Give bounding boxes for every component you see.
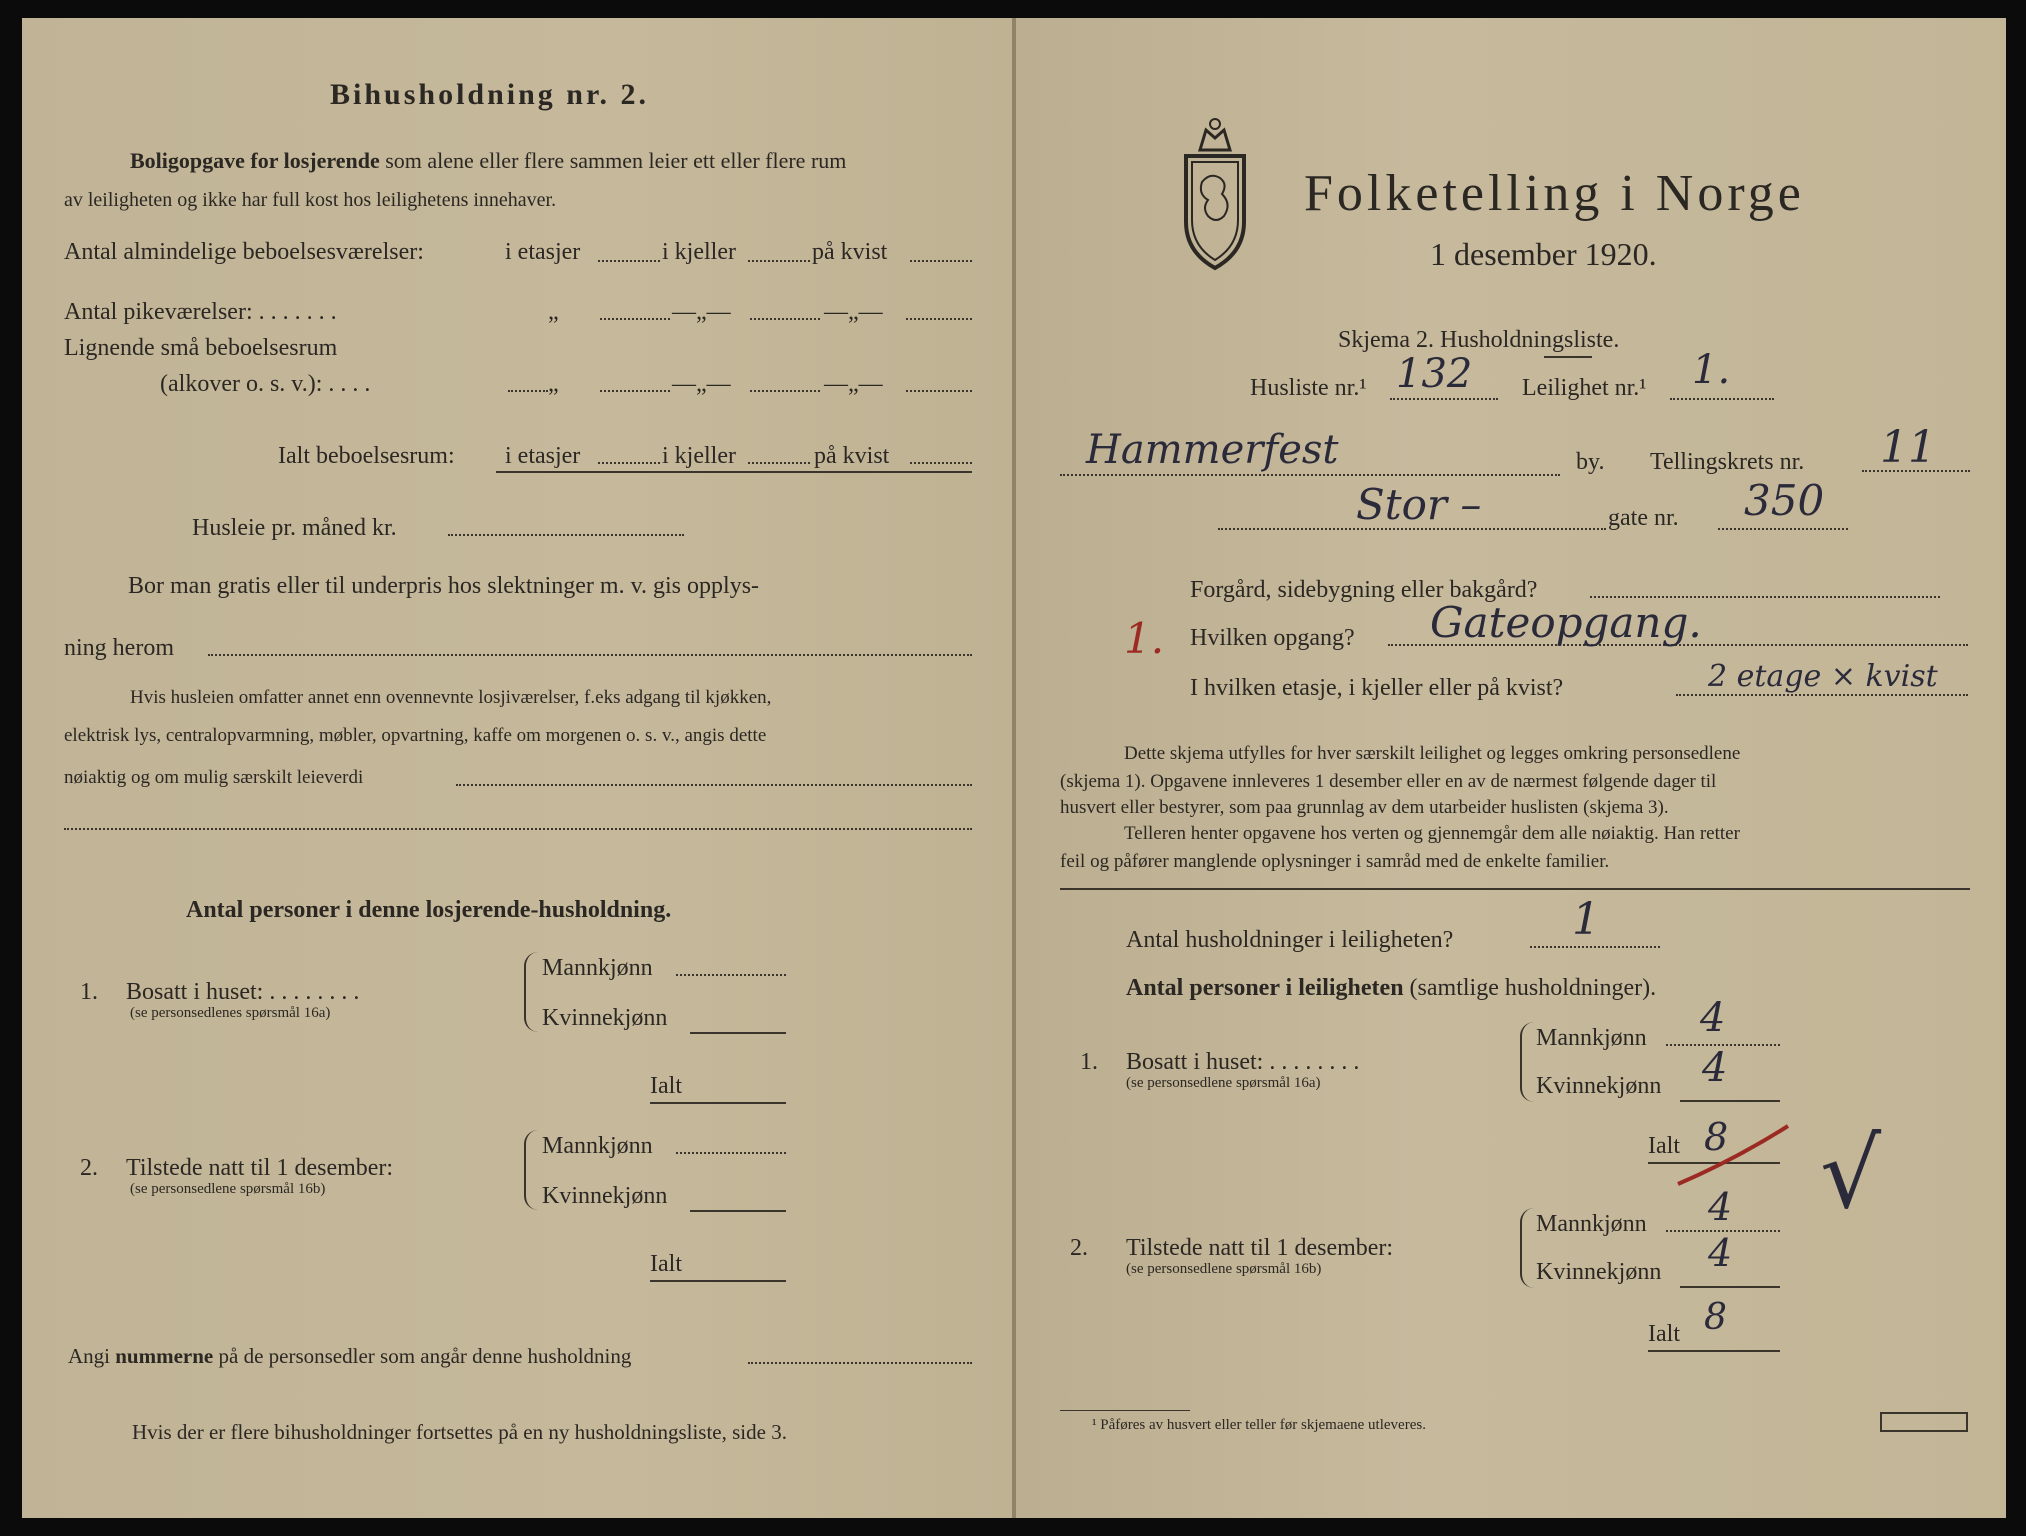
intro-bold: Boligopgave for losjerende xyxy=(130,148,380,173)
opgang-value: Gateopgang. xyxy=(1430,598,1702,647)
pike-ditto-3: —„— xyxy=(824,299,883,325)
hvis-line-3: nøiaktig og om mulig særskilt leieverdi xyxy=(64,767,364,788)
pike-ditto-2: —„— xyxy=(672,299,731,325)
left-antal-heading: Antal personer i denne losjerende-husholdning. xyxy=(186,897,672,923)
right-q1-brace xyxy=(1520,1022,1534,1102)
lignende-line-1: Lignende små beboelsesrum xyxy=(64,335,338,361)
intro-line-1 xyxy=(130,150,846,172)
gratis-line-1: Bor man gratis eller til underpris hos slektninger m. v. gis opplys- xyxy=(128,573,760,599)
ialt-rooms-underline xyxy=(496,471,972,473)
pike-etasjer-field[interactable] xyxy=(600,318,670,320)
left-q2-kvinne-field[interactable] xyxy=(690,1210,786,1212)
right-q1-kvinne-label: Kvinnekjønn xyxy=(1536,1073,1662,1099)
husliste-field[interactable] xyxy=(1390,398,1498,400)
ialt-kvist-label: på kvist xyxy=(814,443,890,469)
left-q1-brace xyxy=(524,952,538,1032)
leieverdi-field-2[interactable] xyxy=(64,828,972,830)
lignende-ditto-2: —„— xyxy=(672,371,731,397)
info-line-5: feil og påfører manglende oplysninger i samråd med de enkelte familier. xyxy=(1060,851,1610,872)
right-antal-heading xyxy=(1126,976,1656,1000)
gratis-line-2: ning herom xyxy=(64,635,174,661)
gate-nr-field[interactable] xyxy=(1718,528,1848,530)
left-q2-mann-label: Mannkjønn xyxy=(542,1133,653,1159)
angi-line xyxy=(68,1346,631,1367)
left-q1-num: 1. xyxy=(80,979,98,1005)
left-q2-mann-field[interactable] xyxy=(676,1152,786,1154)
right-q1-kvinne-field[interactable] xyxy=(1680,1100,1780,1102)
leilighet-label: Leilighet nr.¹ xyxy=(1522,375,1647,401)
angi-pre: Angi xyxy=(68,1344,110,1368)
left-q2-brace xyxy=(524,1130,538,1210)
hvis-line-2: elektrisk lys, centralopvarmning, møbler, opvartning, kaffe om morgenen o. s. v., angis dette xyxy=(64,725,767,746)
ialt-kjeller-label: i kjeller xyxy=(662,443,736,469)
etasje-label: I hvilken etasje, i kjeller eller på kvist? xyxy=(1190,675,1564,701)
right-q1-sub: (se personsedlene spørsmål 16a) xyxy=(1126,1075,1321,1091)
right-q2-sub: (se personsedlene spørsmål 16b) xyxy=(1126,1261,1322,1277)
page-fold xyxy=(1012,18,1016,1518)
lignende-kjeller-field[interactable] xyxy=(750,390,820,392)
right-q1-label: Bosatt i huset: . . . . . . . . xyxy=(1126,1049,1360,1075)
lignende-line-2: (alkover o. s. v.): . . . . xyxy=(160,371,371,397)
left-q2-ialt-field[interactable] xyxy=(650,1280,786,1282)
info-line-4: Telleren henter opgavene hos verten og gjennemgår dem alle nøiaktig. Han retter xyxy=(1124,823,1740,844)
info-line-2: (skjema 1). Opgavene innleveres 1 desember eller en av de nærmest følgende dager til xyxy=(1060,771,1717,792)
forgard-label: Forgård, sidebygning eller bakgård? xyxy=(1190,577,1538,603)
rooms-etasjer-field[interactable] xyxy=(598,260,660,262)
gate-value: Stor – xyxy=(1356,480,1482,529)
by-field[interactable] xyxy=(1060,474,1560,476)
rooms-kvist-label: på kvist xyxy=(812,239,888,265)
by-label: by. xyxy=(1576,449,1605,475)
opgang-label: Hvilken opgang? xyxy=(1190,625,1355,651)
rooms-kjeller-label: i kjeller xyxy=(662,239,736,265)
info-line-1: Dette skjema utfylles for hver særskilt leilighet og legges omkring personsedlene xyxy=(1124,743,1741,764)
left-q1-mann-field[interactable] xyxy=(676,974,786,976)
opgang-mark: 1. xyxy=(1124,614,1165,663)
red-strike-mark xyxy=(1674,1115,1794,1190)
angi-rest: på de personsedler som angår denne husholdning xyxy=(218,1344,632,1368)
husleie-field[interactable] xyxy=(448,534,684,536)
left-q2-ialt-label: Ialt xyxy=(650,1251,682,1277)
printer-stamp xyxy=(1880,1412,1968,1432)
left-q1-label: Bosatt i huset: . . . . . . . . xyxy=(126,979,360,1005)
right-q2-mann-label: Mannkjønn xyxy=(1536,1211,1647,1237)
lignende-ditto-1: „ xyxy=(548,371,559,397)
husholdninger-field[interactable] xyxy=(1530,946,1660,948)
ialt-etasjer-label: i etasjer xyxy=(505,443,581,469)
intro-line-2: av leiligheten og ikke har full kost hos leilighetens innehaver. xyxy=(64,189,557,211)
left-q1-mann-label: Mannkjønn xyxy=(542,955,653,981)
husleie-label: Husleie pr. måned kr. xyxy=(192,515,397,541)
husliste-label: Husliste nr.¹ xyxy=(1250,375,1367,401)
pike-kvist-field[interactable] xyxy=(906,318,972,320)
skjema-label: Skjema 2. Husholdningsliste. xyxy=(1338,327,1620,353)
right-q1-mann-value: 4 xyxy=(1700,995,1726,1041)
gate-nr-value: 350 xyxy=(1744,476,1825,525)
husliste-value: 132 xyxy=(1396,351,1473,397)
left-title: Bihusholdning nr. 2. xyxy=(330,78,650,111)
tellingskrets-value: 11 xyxy=(1880,422,1936,473)
lignende-lead-field[interactable] xyxy=(508,390,548,392)
info-line-3: husvert eller bestyrer, som paa grunnlag av dem utarbeider huslisten (skjema 3). xyxy=(1060,797,1669,818)
right-q1-kvinne-value: 4 xyxy=(1702,1045,1728,1091)
right-q1-mann-label: Mannkjønn xyxy=(1536,1025,1647,1051)
etasje-value: 2 etage × kvist xyxy=(1708,659,1938,694)
ialt-etasjer-field[interactable] xyxy=(598,462,660,464)
left-q1-kvinne-field[interactable] xyxy=(690,1032,786,1034)
info-rule xyxy=(1060,888,1970,890)
right-q2-kvinne-field[interactable] xyxy=(1680,1286,1780,1288)
skjema-rule xyxy=(1544,356,1592,358)
norway-coat-of-arms-icon xyxy=(1180,112,1250,272)
check-mark: √ xyxy=(1820,1118,1882,1230)
gate-label: gate nr. xyxy=(1608,505,1679,531)
right-q2-ialt-field[interactable] xyxy=(1648,1350,1780,1352)
lignende-etasjer-field[interactable] xyxy=(600,390,670,392)
pike-kjeller-field[interactable] xyxy=(750,318,820,320)
left-q1-ialt-label: Ialt xyxy=(650,1073,682,1099)
husholdninger-label: Antal husholdninger i leiligheten? xyxy=(1126,927,1454,953)
right-q2-num: 2. xyxy=(1070,1235,1088,1261)
pike-ditto-1: „ xyxy=(548,299,559,325)
rooms-kvist-field[interactable] xyxy=(910,260,972,262)
left-q2-num: 2. xyxy=(80,1155,98,1181)
right-title: Folketelling i Norge xyxy=(1304,165,1805,222)
lignende-ditto-3: —„— xyxy=(824,371,883,397)
angi-bold: nummerne xyxy=(115,1344,214,1368)
etasje-field[interactable] xyxy=(1676,694,1968,696)
husholdninger-value: 1 xyxy=(1572,894,1600,945)
right-date: 1 desember 1920. xyxy=(1430,236,1657,272)
left-q2-kvinne-label: Kvinnekjønn xyxy=(542,1183,668,1209)
ialt-kjeller-field[interactable] xyxy=(748,462,810,464)
left-q1-sub: (se personsedlenes spørsmål 16a) xyxy=(130,1005,331,1021)
right-q1-num: 1. xyxy=(1080,1049,1098,1075)
footnote-rule xyxy=(1060,1410,1190,1411)
left-q1-kvinne-label: Kvinnekjønn xyxy=(542,1005,668,1031)
angi-field[interactable] xyxy=(748,1362,972,1364)
tellingskrets-label: Tellingskrets nr. xyxy=(1650,449,1805,475)
left-q2-sub: (se personsedlene spørsmål 16b) xyxy=(130,1181,326,1197)
left-q2-label: Tilstede natt til 1 desember: xyxy=(126,1155,394,1181)
rooms-label: Antal almindelige beboelsesværelser: xyxy=(64,239,424,265)
leilighet-value: 1. xyxy=(1692,347,1731,393)
left-q1-ialt-field[interactable] xyxy=(650,1102,786,1104)
right-q2-brace xyxy=(1520,1208,1534,1288)
right-q2-ialt-label: Ialt xyxy=(1648,1321,1680,1347)
pike-label: Antal pikeværelser: . . . . . . . xyxy=(64,299,337,325)
right-q2-ialt-value: 8 xyxy=(1704,1297,1727,1338)
right-antal-heading-bold: Antal personer i leiligheten xyxy=(1126,975,1404,1001)
footnote: ¹ Påføres av husvert eller teller før skjemaene utleveres. xyxy=(1092,1417,1426,1433)
right-antal-heading-rest: (samtlige husholdninger). xyxy=(1409,975,1657,1001)
lignende-kvist-field[interactable] xyxy=(906,390,972,392)
gratis-field[interactable] xyxy=(208,654,972,656)
leieverdi-field[interactable] xyxy=(456,784,972,786)
leilighet-field[interactable] xyxy=(1670,398,1774,400)
rooms-kjeller-field[interactable] xyxy=(748,260,810,262)
intro-rest: som alene eller flere sammen leier ett eller flere rum xyxy=(385,148,847,173)
right-q2-mann-value: 4 xyxy=(1708,1185,1733,1229)
rooms-etasjer-label: i etasjer xyxy=(505,239,581,265)
right-q2-label: Tilstede natt til 1 desember: xyxy=(1126,1235,1394,1261)
right-q2-kvinne-value: 4 xyxy=(1708,1231,1733,1275)
right-q1-ialt-value: 8 xyxy=(1704,1115,1729,1159)
right-q1-ialt-label: Ialt xyxy=(1648,1133,1680,1159)
ialt-kvist-field[interactable] xyxy=(910,462,972,464)
by-value: Hammerfest xyxy=(1086,427,1339,473)
left-footer: Hvis der er flere bihusholdninger fortsettes på en ny husholdningsliste, side 3. xyxy=(132,1420,787,1444)
right-q2-kvinne-label: Kvinnekjønn xyxy=(1536,1259,1662,1285)
ialt-rooms-label: Ialt beboelsesrum: xyxy=(278,443,455,469)
hvis-line-1: Hvis husleien omfatter annet enn ovennevnte losjiværelser, f.eks adgang til kjøkken, xyxy=(130,687,772,708)
